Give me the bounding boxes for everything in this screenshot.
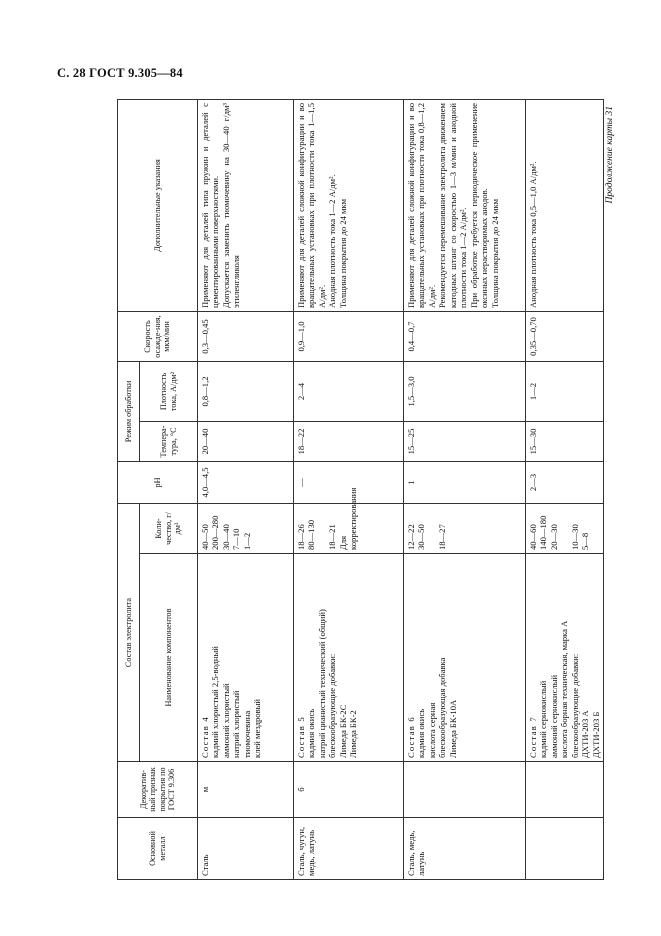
cell-components: Состав 6 кадмия окись кислота серная блескообразующая добавка Лимеда БК-10А [404, 554, 526, 762]
cell-density: 2—4 [294, 362, 404, 422]
header-current-density: Плотность тока, А/дм² [140, 362, 198, 422]
cell-temperature: 15—25 [404, 422, 526, 462]
cell-ph: 2—3 [526, 462, 604, 504]
cell-components: Состав 4 кадмий хлористый 2,5-водный аммоний хлористый натрий хлористый тиомочевина клей мездровый [198, 554, 294, 762]
cell-metal [526, 818, 604, 880]
cell-metal: Сталь, чугун, медь, латунь [294, 818, 404, 880]
cell-ph: 1 [404, 462, 526, 504]
header-notes: Дополнительные указания [118, 100, 198, 312]
header-ph: pH [118, 462, 198, 504]
cell-decor: м [198, 762, 294, 818]
table-row [526, 100, 604, 880]
header-base-metal: Основной металл [118, 818, 198, 880]
cell-temperature: 18—22 [294, 422, 404, 462]
page-header: С. 28 ГОСТ 9.305—84 [57, 66, 183, 80]
table-caption: Продолжение карты 31 [605, 106, 615, 204]
cell-density: 0,8—1,2 [198, 362, 294, 422]
electrolyte-table [117, 99, 604, 880]
cell-decor: б [294, 762, 404, 818]
cell-density: 1,5—3,0 [404, 362, 526, 422]
header-component-name: Наименование компонентов [140, 554, 198, 762]
composition-title: Состав 6 [406, 716, 416, 758]
cell-quantities: 40—60 140—180 20—30 10—30 5—8 [526, 504, 604, 554]
cell-temperature: 15—30 [526, 422, 604, 462]
cell-quantities: 18—26 80—130 18—21 Для корректирования [294, 504, 404, 554]
composition-title: Состав 7 [528, 716, 538, 758]
cell-decor [404, 762, 526, 818]
cell-quantities: 40—50 200—280 30—40 7—10 1—2 [198, 504, 294, 554]
header-composition: Состав электролита [118, 504, 140, 762]
cell-notes: Применяют для деталей типа пружин и деталей с цементированными поверхностями. Допускается заменить тиомочевину на 30—40 г/дм³ этиленгликоля [198, 100, 294, 312]
cell-quantities: 12—22 30—50 18—27 [404, 504, 526, 554]
header-decorative: Декоратив-ный признак покрытия по ГОСТ 9.306 [118, 762, 198, 818]
cell-notes: Анодная плотность тока 0,5—1,0 А/дм². [526, 100, 604, 312]
table-row [294, 100, 404, 880]
cell-components: Состав 7 кадмий сернокислый аммоний сернокислый кислота борная техническая, марка А блескообразующие добавки: ДХТИ-203 А ДХТИ-203 Б [526, 554, 604, 762]
rotated-content [117, 100, 617, 880]
composition-title: Состав 5 [296, 716, 306, 758]
header-deposition-rate: Скорость осажде-ния, мкм/мин [118, 312, 198, 362]
cell-rate: 0,4—0,7 [404, 312, 526, 362]
cell-metal: Сталь [198, 818, 294, 880]
cell-rate: 0,9—1,0 [294, 312, 404, 362]
cell-components: Состав 5 кадмия окись натрий цианистый технический (общий) блескообразующие добавки: Лимеда БК-2С Лимеда БК-2 [294, 554, 404, 762]
rotated-table-area [117, 100, 617, 880]
cell-notes: Применяют для деталей сложной конфигурации и во вращательных установках при плотности тока 1—1,5 А/дм². Анодная плотность тока 1—2 А/дм². Толщина покрытия до 24 мкм [294, 100, 404, 312]
cell-ph: — [294, 462, 404, 504]
cell-rate: 0,35—0,70 [526, 312, 604, 362]
cell-metal: Сталь, медь, латунь [404, 818, 526, 880]
header-quantity: Коли-чество, г/дм³ [140, 504, 198, 554]
cell-temperature: 20—40 [198, 422, 294, 462]
table-row [198, 100, 294, 880]
cell-decor [526, 762, 604, 818]
cell-ph: 4,0—4,5 [198, 462, 294, 504]
header-temperature: Темпера-тура, °С [140, 422, 198, 462]
cell-notes: Применяют для деталей сложной конфигурации и во вращательных установках при плотности тока 0,8—1,2 А/дм². Рекомендуется перемешивание электролита движением катодных штанг со скоростью 1—3 м/мин и анодной плотности тока 1—2 А/дм². При обработке требуется периодическое применение оксиных нерастворимых анодов. Толщина покрытия до 24 мкм [404, 100, 526, 312]
cell-density: 1—2 [526, 362, 604, 422]
cell-rate: 0,3—0,45 [198, 312, 294, 362]
composition-title: Состав 4 [200, 716, 210, 758]
header-mode: Режим обработки [118, 362, 140, 462]
table-row [404, 100, 526, 880]
